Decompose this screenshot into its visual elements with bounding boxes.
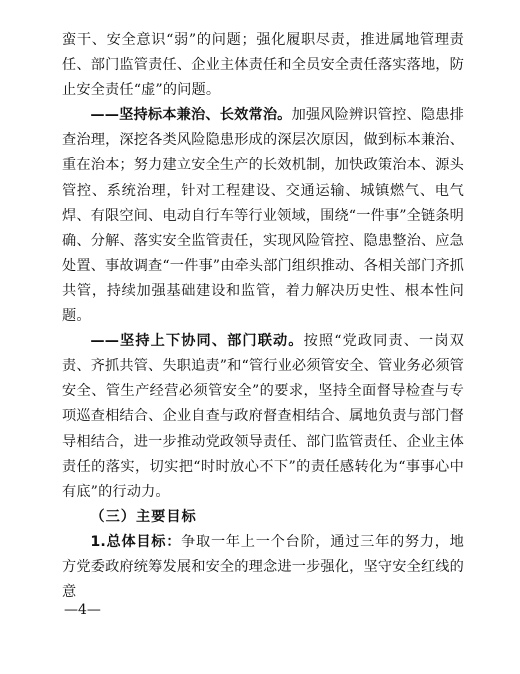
paragraph-body: 加强风险辨识管控、隐患排查治理，深挖各类风险隐患形成的深层次原因，做到标本兼治、重在治本；努力建立安全生产的长效机制，加快政策治本、源头管控、系统治理，针对工程建设、交通运输、城镇燃气、电气焊、有限空间、电动自行车等行业领域，围绕“一件事”全链条明确、分解、落实安全监管责任，实现风险管控、隐患整治、应急处置、事故调查“一件事”由牵头部门组织推动、各相关部门齐抓共管，持续加强基础建设和监管，着力解决历史性、根本性问题。 (62, 107, 464, 325)
paragraph-overall-goal (62, 530, 464, 605)
paragraph-lead: 1.总体目标： (90, 533, 182, 550)
paragraph-body: 按照“党政同责、一岗双责、齐抓共管、失职追责”和“管行业必须管安全、管业务必须管安全、管生产经营必须管安全”的要求，坚持全面督导检查与专项巡查相结合、企业自查与政府督查相结合、属地负责与部门督导相结合，进一步推动党政领导责任、部门监管责任、企业主体责任的落实，切实把“时时放心不下”的责任感转化为“事事心中有底”的行动力。 (62, 333, 464, 500)
page-number: —4— (64, 602, 101, 618)
paragraph-body: 争取一年上一个台阶，通过三年的努力，地方党委政府统筹发展和安全的理念进一步强化，坚守安全红线的意 (62, 533, 464, 601)
paragraph-lead: ——坚持上下协同、部门联动。 (90, 333, 304, 350)
section-heading (62, 505, 464, 530)
paragraph-continuation: 蛮干、安全意识“弱”的问题；强化履职尽责，推进属地管理责任、部门监管责任、企业主体责任和全员安全责任落实落地，防止安全责任“虚”的问题。 (62, 32, 464, 99)
paragraph-standards-and-root-causes (62, 103, 464, 329)
section-heading-text: （三）主要目标 (90, 508, 197, 525)
paragraph-lead: ——坚持标本兼治、长效常治。 (90, 107, 292, 124)
paragraph-coordination (62, 329, 464, 505)
document-body (62, 28, 464, 605)
